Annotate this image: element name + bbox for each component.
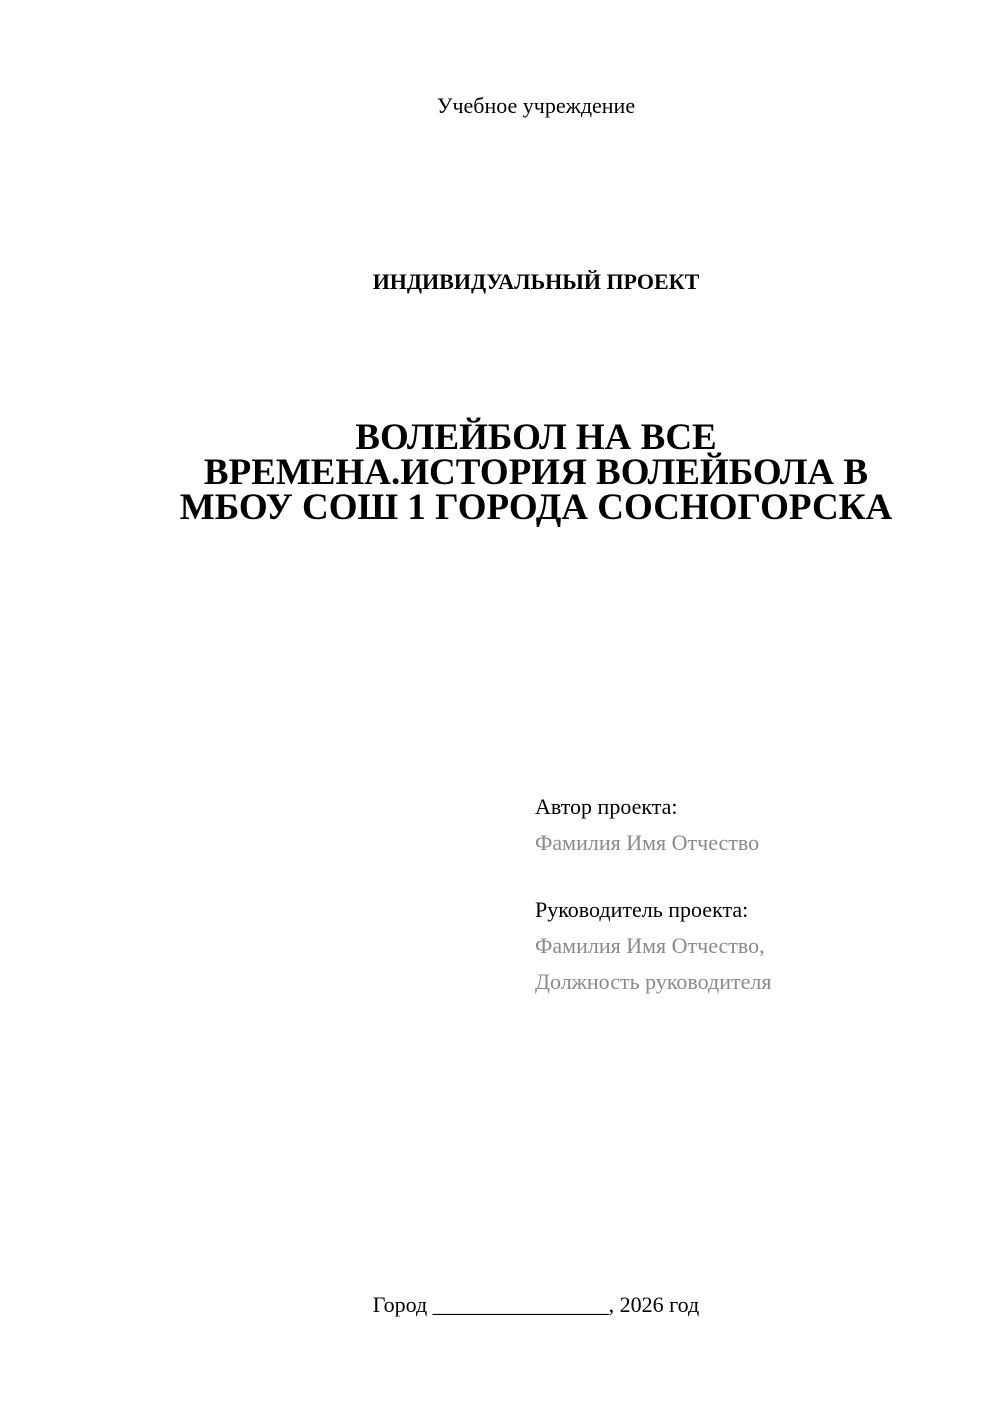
project-title-line: ВОЛЕЙБОЛ НА ВСЕ (355, 417, 717, 458)
spacer (535, 861, 975, 892)
project-title-line: МБОУ СОШ 1 ГОРОДА СОСНОГОРСКА (179, 487, 893, 528)
supervisor-label: Руководитель проекта: (535, 897, 749, 922)
project-title (0, 417, 1000, 528)
project-title-line: ВРЕМЕНА.ИСТОРИЯ ВОЛЕЙБОЛА В (203, 452, 869, 493)
city-year-line (0, 1291, 1000, 1319)
year-text: , 2026 год (608, 1292, 700, 1317)
project-type: ИНДИВИДУАЛЬНЫЙ ПРОЕКТ (372, 269, 700, 294)
institution-name: Учебное учреждение (436, 93, 636, 118)
supervisor-name: Фамилия Имя Отчество, (535, 933, 765, 958)
author-name: Фамилия Имя Отчество (535, 830, 760, 855)
supervisor-position: Должность руководителя (535, 969, 772, 994)
city-label: Город (372, 1292, 428, 1317)
project-info (535, 789, 975, 1000)
author-label: Автор проекта: (535, 794, 678, 819)
city-blank: ________________ (432, 1292, 609, 1317)
